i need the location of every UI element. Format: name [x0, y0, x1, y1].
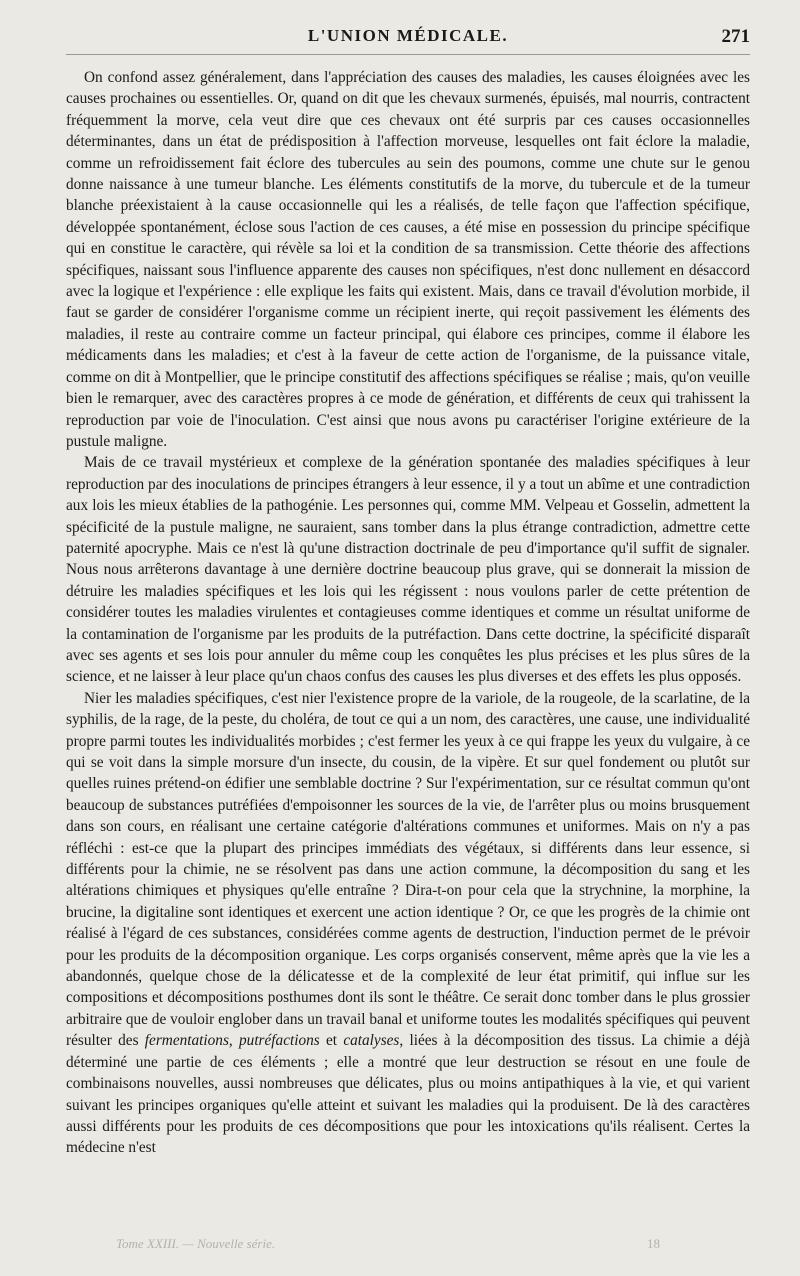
paragraph-3: [66, 688, 750, 1159]
paragraph-1: On confond assez généralement, dans l'appréciation des causes des maladies, les causes éloignées avec les causes prochaines ou essentielles. Or, quand on dit que les chevaux surmenés, épuisés, mal nourris, contractent fréquemment la morve, cela veut dire que ces chevaux ont été surpris par ces causes occasionnelles déterminantes, dans un état de prédisposition à l'affection morveuse, lesquelles ont fait éclore la maladie, comme un refroidissement fait éclore des tubercules au sein des poumons, comme une chute sur le genou donne naissance à une tumeur blanche. Les éléments constitutifs de la morve, du tubercule et de la tumeur blanche préexistaient à la cause occasionnelle qui les a réalisés, de telle façon que l'affection spécifique, développée spontanément, éclose sous l'action de ces causes, a été mise en possession du principe spécifique qui en constitue le caractère, qui révèle sa loi et la condition de sa transmission. Cette théorie des affections spécifiques, naissant sous l'influence apparente des causes non spécifiques, n'est donc nullement en désaccord avec la logique et l'expérience : elle explique les faits qui existent. Mais, dans ce travail d'évolution morbide, il faut se garder de considérer l'organisme comme un récipient inerte, qui reçoit passivement les éléments des maladies, il reste au contraire comme un facteur principal, qui élabore ces principes, comme il élabore les médicaments dans les maladies; et c'est à la faveur de cette action de l'organisme, de la puissance vitale, comme on dit à Montpellier, que le principe constitutif des affections spécifiques se réalise ; mais, qu'on veuille bien le remarquer, avec des caractères propres à ce mode de génération, et différents de ceux qui trahissent la reproduction par voie de l'inoculation. C'est ainsi que nous avons pu caractériser l'origine extérieure de la pustule maligne.: [66, 69, 750, 450]
term-putrefactions: putréfactions: [239, 1032, 320, 1050]
separator: et: [319, 1032, 344, 1050]
paragraph-2: Mais de ce travail mystérieux et complexe de la génération spontanée des maladies spécifiques à leur reproduction par des inoculations de principes étrangers à leur essence, il y a tout un abîme et une contradiction aux lois les mieux établies de la pathogénie. Les personnes qui, comme MM. Velpeau et Gosselin, admettent la spécificité de la pustule maligne, ne sauraient, sans tomber dans la plus étrange contradiction, admettre cette paternité apocryphe. Mais ce n'est là qu'une distraction doctrinale de peu d'importance qu'il suffit de signaler. Nous nous arrêterons davantage à une dernière doctrine beaucoup plus grave, qui se donnerait la mission de détruire les maladies spécifiques et les lois qui les régissent : nous voulons parler de cette prétention de considérer toutes les maladies virulentes et contagieuses comme identiques et comme un résultat uniforme de la contamination de l'organisme par les produits de la putréfaction. Dans cette doctrine, la spécificité disparaît avec ses agents et ses lois pour annuler du même coup les conquêtes les plus précises et les plus sûres de la science, et ne laisser à leur place qu'un chaos confus des causes les plus diverses et des effets les plus opposés.: [66, 454, 750, 686]
running-head: L'UNION MÉDICALE.: [307, 26, 509, 45]
volume-line: Tome XXIII. — Nouvelle série.: [116, 1236, 276, 1251]
separator: ,: [228, 1032, 240, 1050]
term-catalyses: catalyses: [343, 1032, 400, 1050]
page-footer: [66, 1236, 750, 1256]
page-number: 271: [721, 26, 750, 47]
paragraph-3-text: Nier les maladies spécifiques, c'est nier l'existence propre de la variole, de la rougeole, de la scarlatine, de la syphilis, de la rage, de la peste, du choléra, de tout ce qui a un nom, des caractères, une cause, une individualité propre parmi toutes les individualités morbides ; c'est fermer les yeux à ce qui frappe les yeux du vulgaire, à ce qui se voit dans la simple morsure d'un insecte, du cousin, de la vipère. Et sur quel fondement ou plutôt sur quelles ruines prétend-on édifier une semblable doctrine ? Sur l'expérimentation, sur ce résultat commun qu'ont beaucoup de substances putréfiées d'empoisonner les sources de la vie, de l'arrêter plus ou moins brusquement dans son cours, en réalisant une certaine catégorie d'altérations communes et uniformes. Mais on n'y a pas réfléchi : est-ce que la plupart des principes immédiats des végétaux, si différents dans leur essence, si différents pour la chimie, ne se résolvent pas dans une action commune, la décomposition du sang et les altérations chimiques et physiques qu'elle entraîne ? Dira-t-on pour cela que la strychnine, la morphine, la brucine, la digitaline sont identiques et exercent une action identique ? Or, ce que les progrès de la chimie ont réalisé à l'égard de ces substances, considérées comme agents de destruction, l'induction permet de le prévoir pour les produits de la décomposition organique. Les corps organisés conservent, même après que la vie les a abandonnés, quelque chose de la délicatesse et de la complexité de leur état primitif, qui influe sur les compositions et décompositions posthumes dont ils sont le théâtre. Ce serait donc tomber dans le plus grossier arbitraire que de vouloir englober dans un travail banal et uniforme toutes les modalités spécifiques qui peuvent résulter des: [66, 689, 750, 1050]
signature-mark: 18: [647, 1236, 660, 1251]
term-fermentations: fermentations: [144, 1032, 229, 1050]
page-header: [66, 26, 750, 55]
body-text: [66, 67, 750, 1159]
paragraph-3-continuation: , liées à la décomposition des tissus. La chimie a déjà déterminé une partie de ces éléments ; elle a montré que leur destruction se résout en une foule de combinaisons nouvelles, aussi nombreuses que délicates, plus ou moins antipathiques à la vie, et qui varient suivant les principes organiques qu'elle atteint et suivant les maladies qui la produisent. De là des caractères aussi différents pour les produits de ces décompositions que pour les intoxications qu'ils réalisent. Certes la médecine n'est: [66, 1032, 750, 1157]
